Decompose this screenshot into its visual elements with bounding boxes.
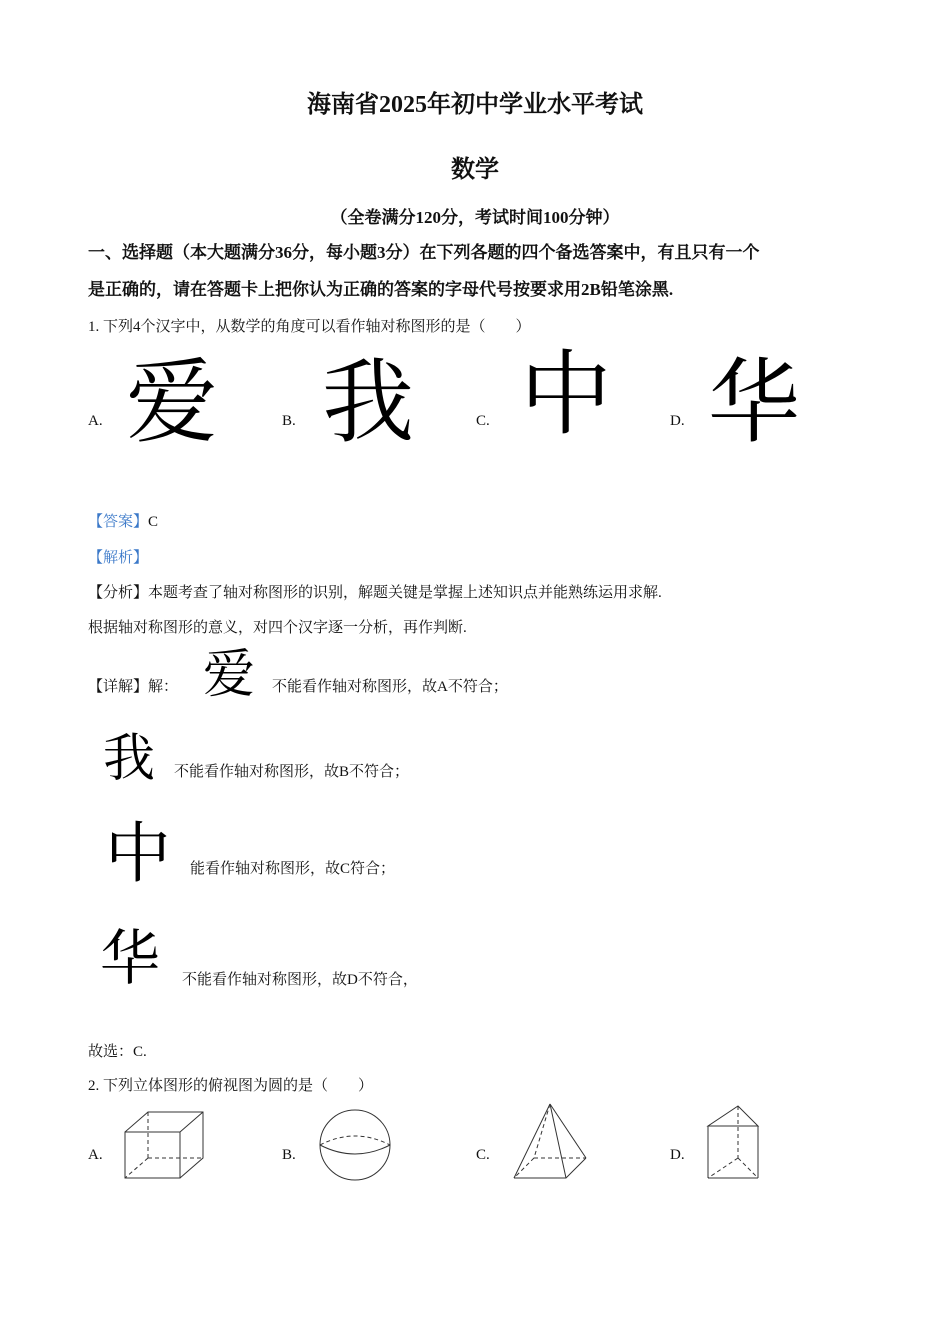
question-1-stem: 1. 下列4个汉字中，从数学的角度可以看作轴对称图形的是（ ） xyxy=(88,319,531,335)
detail-text-1: 不能看作轴对称图形，故A不符合； xyxy=(272,679,508,695)
q2-option-d-label: D. xyxy=(670,1147,685,1163)
detail-prefix: 【详解】解： xyxy=(88,679,179,695)
q1-option-d-label: D. xyxy=(670,413,685,429)
q2-option-a-label: A. xyxy=(88,1147,103,1163)
sphere-icon xyxy=(312,1108,398,1182)
pyramid-icon xyxy=(508,1100,592,1184)
conclusion: 故选：C. xyxy=(88,1044,147,1060)
q1-option-c-label: C. xyxy=(476,413,490,429)
q1-option-b-char: 我 xyxy=(322,349,415,456)
answer-value: C xyxy=(148,514,159,530)
analysis-fenxi: 【分析】本题考查了轴对称图形的识别，解题关键是掌握上述知识点并能熟练运用求解. xyxy=(88,585,662,601)
prism-icon xyxy=(702,1102,766,1184)
q2-option-c-label: C. xyxy=(476,1147,490,1163)
answer-line xyxy=(88,510,158,531)
cube-icon xyxy=(120,1108,210,1182)
question-2-stem: 2. 下列立体图形的俯视图为圆的是（ ） xyxy=(88,1078,374,1094)
detail-text-4: 不能看作轴对称图形，故D不符合， xyxy=(182,972,418,988)
q1-option-a-char: 爱 xyxy=(126,349,219,456)
q1-option-a-label: A. xyxy=(88,413,103,429)
detail-text-3: 能看作轴对称图形，故C符合； xyxy=(190,861,396,877)
detail-char-2: 我 xyxy=(103,729,156,789)
page-title: 海南省2025年初中学业水平考试 xyxy=(307,92,643,118)
section-instruction-line2: 是正确的，请在答题卡上把你认为正确的答案的字母代号按要求用2B铅笔涂黑. xyxy=(88,280,674,299)
subject-title: 数学 xyxy=(451,157,499,183)
q1-option-d-char: 华 xyxy=(708,349,801,456)
answer-tag: 【答案】 xyxy=(88,514,149,530)
q2-option-b-label: B. xyxy=(282,1147,296,1163)
detail-char-1: 爱 xyxy=(203,645,256,705)
detail-char-3: 中 xyxy=(105,815,171,892)
section-instruction-line1: 一、选择题（本大题满分36分，每小题3分）在下列各题的四个备选答案中，有且只有一个 xyxy=(88,243,760,262)
analysis-method: 根据轴对称图形的意义，对四个汉字逐一分析，再作判断. xyxy=(88,620,467,636)
analysis-tag: 【解析】 xyxy=(88,550,149,566)
exam-info: （全卷满分120分，考试时间100分钟） xyxy=(330,208,620,227)
detail-text-2: 不能看作轴对称图形，故B不符合； xyxy=(174,764,410,780)
detail-char-4: 华 xyxy=(100,924,160,994)
q1-option-c-char: 中 xyxy=(520,341,613,448)
q1-option-b-label: B. xyxy=(282,413,296,429)
